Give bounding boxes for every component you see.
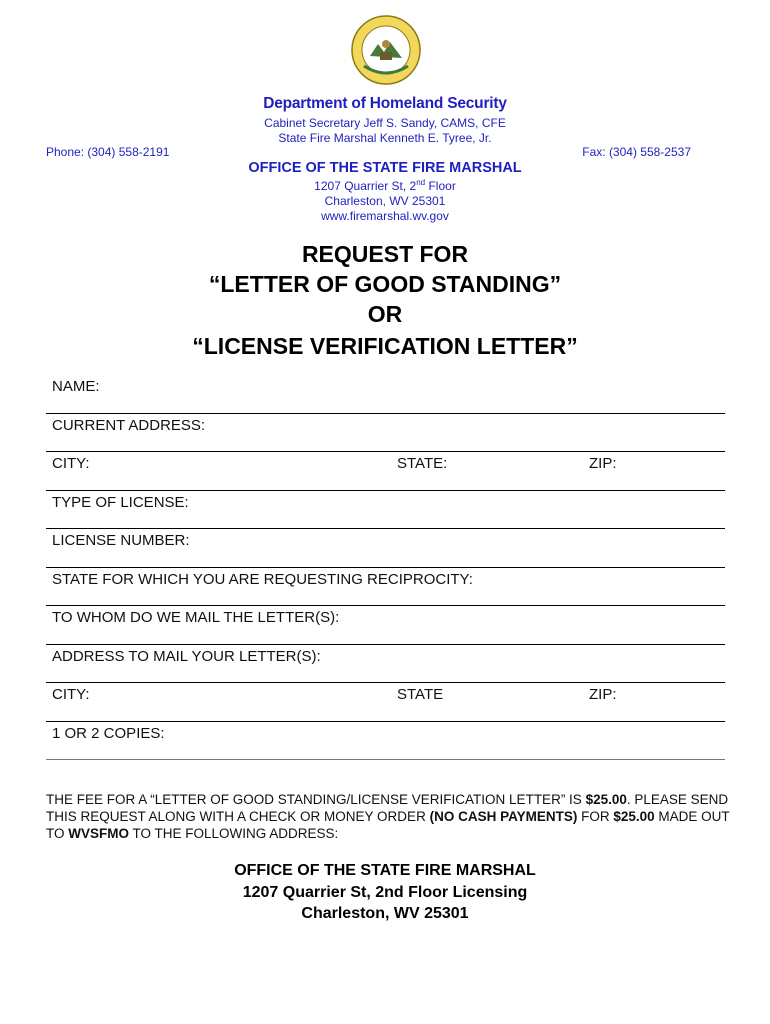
- mailing-street: 1207 Quarrier St, 2nd Floor Licensing: [242, 884, 528, 901]
- name-label: NAME:: [52, 378, 100, 395]
- title-line-4: “LICENSE VERIFICATION LETTER”: [192, 333, 578, 359]
- office-name: OFFICE OF THE STATE FIRE MARSHAL: [248, 160, 522, 176]
- title-line-1: REQUEST FOR: [301, 241, 469, 267]
- mail-zip-label: ZIP:: [589, 686, 617, 703]
- reciprocity-state-field[interactable]: [46, 568, 725, 607]
- current-address-field[interactable]: [46, 414, 725, 453]
- mail-to-field[interactable]: [46, 606, 725, 645]
- fee-instructions: THE FEE FOR A “LETTER OF GOOD STANDING/LICENSE VERIFICATION LETTER” IS $25.00. PLEASE SEND THIS REQUEST ALONG WITH A CHECK OR MONEY ORDER (NO CASH PAYMENTS) FOR $25.00 MADE OUT TO WVSFMO TO THE FOLLOWING ADDRESS:: [46, 792, 730, 841]
- copies-field[interactable]: [46, 722, 725, 761]
- state-seal-logo: [350, 14, 422, 86]
- mail-address-label: ADDRESS TO MAIL YOUR LETTER(S):: [52, 647, 321, 665]
- mail-to-label: TO WHOM DO WE MAIL THE LETTER(S):: [52, 609, 340, 626]
- license-number-field[interactable]: [46, 529, 725, 568]
- mail-state-label: STATE: [397, 686, 444, 703]
- name-field[interactable]: [46, 375, 725, 414]
- title-line-2: “LETTER OF GOOD STANDING”: [208, 271, 562, 297]
- mail-city-state-zip-field[interactable]: [46, 683, 725, 722]
- phone-number: Phone: (304) 558-2191: [46, 145, 170, 159]
- mailing-city-zip: Charleston, WV 25301: [301, 905, 469, 922]
- license-number-label: LICENSE NUMBER:: [52, 532, 190, 549]
- mail-address-field[interactable]: [46, 645, 725, 684]
- office-city-zip: Charleston, WV 25301: [324, 194, 446, 208]
- fire-marshal-name: State Fire Marshal Kenneth E. Tyree, Jr.: [278, 131, 492, 145]
- mail-city-label: CITY:: [52, 686, 90, 703]
- website-link[interactable]: www.firemarshal.wv.gov: [321, 209, 449, 223]
- title-line-3: OR: [367, 301, 403, 327]
- copies-label: 1 OR 2 COPIES:: [52, 724, 165, 742]
- current-address-label: CURRENT ADDRESS:: [52, 416, 206, 434]
- state-label: STATE:: [397, 455, 448, 472]
- mailing-office: OFFICE OF THE STATE FIRE MARSHAL: [234, 862, 536, 879]
- license-type-field[interactable]: [46, 491, 725, 530]
- office-street-address: 1207 Quarrier St, 2nd Floor: [314, 178, 456, 193]
- fax-number: Fax: (304) 558-2537: [582, 145, 691, 159]
- city-state-zip-field[interactable]: [46, 452, 725, 491]
- city-label: CITY:: [52, 455, 90, 472]
- license-type-label: TYPE OF LICENSE:: [52, 493, 189, 511]
- zip-label: ZIP:: [589, 455, 617, 472]
- reciprocity-state-label: STATE FOR WHICH YOU ARE REQUESTING RECIPROCITY:: [52, 570, 473, 588]
- request-form: [46, 375, 725, 760]
- cabinet-secretary: Cabinet Secretary Jeff S. Sandy, CAMS, CFE: [264, 116, 506, 130]
- department-name: Department of Homeland Security: [263, 95, 507, 112]
